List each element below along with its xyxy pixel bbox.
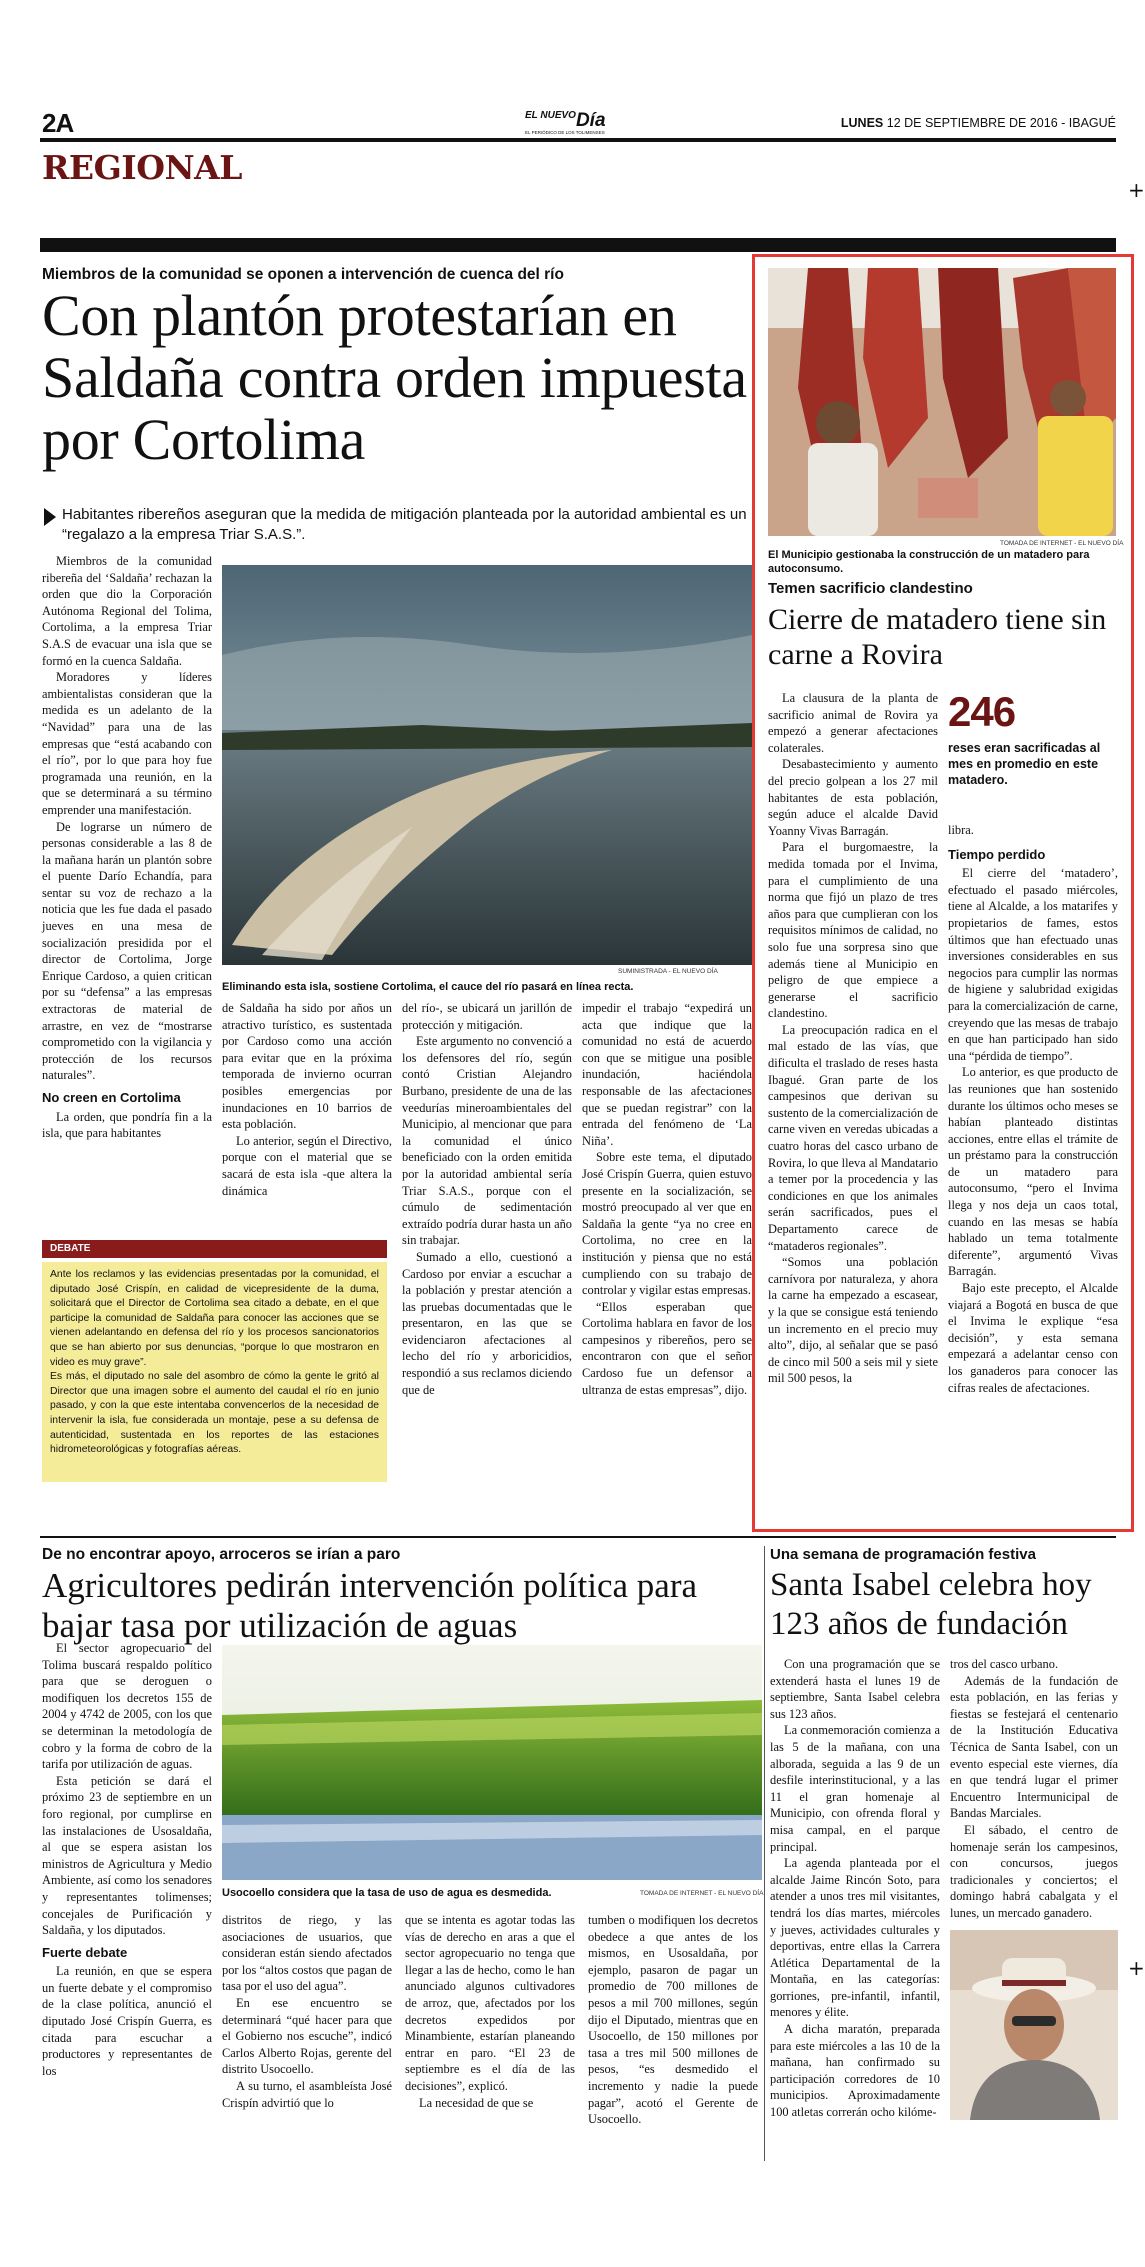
matadero-col-1 xyxy=(768,690,938,1387)
masthead-logo xyxy=(525,110,665,136)
arroceros-photo-caption: Usocoello considera que la tasa de uso de agua es desmedida. xyxy=(222,1887,552,1899)
paragraph: La clausura de la planta de sacrificio animal de Rovira ya empezó a generar afectaciones colaterales. xyxy=(768,691,938,755)
debate-paragraphs xyxy=(50,1268,379,1458)
paragraph: Lo anterior, según el Directivo, porque con el material que se sacará de esta isla -que altera la dinámica xyxy=(222,1133,392,1198)
lead-col-4 xyxy=(582,1000,752,1398)
mayor-portrait-photo xyxy=(950,1930,1118,2120)
crop-mark-icon: + xyxy=(1128,178,1145,202)
matadero-col2-subhead: Tiempo perdido xyxy=(948,846,1046,862)
arroceros-photo xyxy=(222,1645,762,1880)
masthead-rule xyxy=(40,138,1116,142)
matadero-col-2 xyxy=(948,822,1118,1396)
matadero-col1-paragraphs xyxy=(768,690,938,1387)
masthead xyxy=(40,108,1116,140)
column-divider xyxy=(764,1546,765,2161)
arroceros-col4-paragraphs xyxy=(588,1912,758,2128)
santa-isabel-col-1 xyxy=(770,1656,940,2121)
crop-mark-icon: + xyxy=(1128,1956,1145,1980)
section-title: REGIONAL xyxy=(42,148,242,187)
debate-label: DEBATE xyxy=(42,1240,387,1258)
paragraph: Es más, el diputado no sale del asombro de cómo la gente le gritó al Director que una imagen sobre el aumento del caudal el río en junio pasado, y con la que este intentaba convencerlos de la necesidad de intervenir la isla, fue considerada un montaje, pese a su defensa de autenticidad, sustentada en los reportes de las estaciones hidrometeorológicas y fotografías aéreas. xyxy=(50,1371,379,1456)
arroceros-col-2 xyxy=(222,1912,392,2111)
matadero-photo-caption: El Municipio gestionaba la construcción de un matadero para autoconsumo. xyxy=(768,549,1090,575)
matadero-photo-credit: TOMADA DE INTERNET - EL NUEVO DÍA xyxy=(1000,540,1124,547)
paragraph: Para el burgomaestre, la medida tomada por el Invima, para el cumplimiento de una norma que fijó un plazo de tres años para que cumplieran con los requisitos mínimos de calidad, no solo fue una sorpresa sino que además tiene al Municipio en peligro de que empiece a generarse el sacrificio clandestino. xyxy=(768,840,938,1021)
lead-col1-paragraphs xyxy=(42,553,212,1084)
lead-photo-river xyxy=(222,565,752,965)
paragraph: Además de la fundación de esta población, en las ferias y fiestas se festejará el centenario de la Institución Educativa Técnica de Santa Isabel, con un evento especial este viernes, día en que tendrá lugar el primer Encuentro Intermunicipal de Bandas Marciales. xyxy=(950,1673,1118,1821)
paragraph: “Somos una población carnívora por naturaleza, y ahora la carne ha empezado a escasear, y la que se consigue está teniendo un incremento en el precio muy alto”, dijo, al señalar que se pasó de cinco mil 500 a seis mil y siete mil 500 pesos, la xyxy=(768,1255,938,1386)
paragraph: Desabastecimiento y aumento del precio golpean a los 27 mil habitantes de esta población, según aduce el alcalde David Yoanny Vivas Barragán. xyxy=(768,757,938,838)
paragraph: En ese encuentro se determinará “qué hacer para que el Gobierno nos escuche”, indicó Carlos Alberto Rojas, gerente del distrito Usocoello. xyxy=(222,1995,392,2077)
slaughterhouse-photo xyxy=(768,268,1116,536)
paragraph: distritos de riego, y las asociaciones de usuarios, que consideran están siendo afectados por los “altos costos que pagan de tasa por el uso del agua”. xyxy=(222,1913,392,1994)
santa-isabel-col2-paragraphs xyxy=(950,1656,1118,1922)
matadero-kicker: Temen sacrificio clandestino xyxy=(768,580,973,597)
santa-isabel-col1-paragraphs xyxy=(770,1656,940,2121)
arroceros-col1-paragraphs xyxy=(42,1640,212,1939)
paragraph: Miembros de la comunidad ribereña del ‘Saldaña’ rechazan la orden que dio la Corporación Autónoma Regional del Tolima, Cortolima, a la empresa Triar S.A.S de evacuar una isla que se formó en la cuenca Saldaña. xyxy=(42,554,212,668)
paragraph: Lo anterior, es que producto de las reuniones que han sostenido durante los últimos ocho meses se habían planteado distintas acciones, entre ellas el trámite de un préstamo para la construcción de un matadero para autoconsumo, “pero el Invima llega y nos deja un caos total, cuando en las mesas se había hablado un tema totalmente diferente”, argumentó Vivas Barragán. xyxy=(948,1065,1118,1279)
top-heavy-rule xyxy=(40,238,1116,252)
paragraph: que se intenta es agotar todas las vías de derecho en aras a que el sector agropecuario no tenga que llegar a las de hecho, como le han anunciado algunos cultivadores de arroz, que, afectados por los decretos expedidos por Minambiente, estarían planeando entrar en paro. “El 23 de septiembre es el día de las decisiones”, explicó. xyxy=(405,1913,575,2093)
issue-day: LUNES xyxy=(840,116,884,130)
matadero-stat-text: reses eran sacrificadas al mes en promedio en este matadero. xyxy=(948,741,1101,787)
debate-content xyxy=(42,1262,387,1482)
lead-col-1 xyxy=(42,553,212,1142)
lead-col4-paragraphs xyxy=(582,1000,752,1398)
paragraph: “Ellos esperaban que Cortolima hablara en favor de los campesinos y ribereños, pero se encontraron con que el señor Cardoso fue un defensor a ultranza de estas empresas”, dijo. xyxy=(582,1299,752,1397)
paragraph: La necesidad de que se xyxy=(419,2095,534,2110)
issue-date-rest: 12 DE SEPTIEMBRE DE 2016 - IBAGUÉ xyxy=(886,116,1116,130)
matadero-headline: Cierre de matadero tiene sin carne a Rovira xyxy=(768,603,1107,671)
paragraph: tros del casco urbano. xyxy=(950,1657,1059,1671)
arroceros-photo-credit: TOMADA DE INTERNET - EL NUEVO DÍA xyxy=(640,1890,764,1897)
lead-col1-subhead: No creen en Cortolima xyxy=(42,1090,181,1105)
paragraph: Bajo este precepto, el Alcalde viajará a Bogotá en busca de que el Invima le explique “esa decisión”, y esta semana empezará a adelantar censo con los ganaderos para conocer las cifras reales de afectaciones. xyxy=(948,1281,1118,1395)
arroceros-headline: Agricultores pedirán intervención política para bajar tasa por utilización de aguas xyxy=(42,1566,698,1645)
matadero-photo xyxy=(768,268,1116,536)
lead-headline: Con plantón protestarían en Saldaña contra orden impuesta por Cortolima xyxy=(42,283,747,472)
paragraph: de Saldaña ha sido por años un atractivo turístico, es sustentada por Cardoso como una acción para evitar que en la próxima temporada de invierno ocurran posibles emergencias por inundaciones en 10 barrios de esta población. xyxy=(222,1001,392,1132)
bottom-section-rule xyxy=(40,1536,1116,1538)
logo-main: Día xyxy=(575,110,606,131)
arroceros-col3-paragraphs xyxy=(405,1912,575,2111)
rice-field-photo xyxy=(222,1645,762,1880)
lead-col3-paragraphs xyxy=(402,1000,572,1398)
logo-prefix: EL NUEVO xyxy=(525,110,576,121)
lead-col-2 xyxy=(222,1000,392,1199)
lead-deck-marker-icon xyxy=(44,508,56,526)
matadero-stat-number: 246 xyxy=(948,688,1016,735)
paragraph: El cierre del ‘matadero’, efectuado el pasado miércoles, tiene al Alcalde, a los matarifes y propietarios de fames, estos últimos que han efectuado unas inversiones considerables en sus negocios para cumplir las normas de higiene y salubridad exigidas para la comercialización de carne, creyendo que las mesas de trabajo en que han participado han sido una “pérdida de tiempo”. xyxy=(948,866,1118,1063)
issue-date xyxy=(841,116,1116,130)
paragraph: del río-, se ubicará un jarillón de protección y mitigación. xyxy=(402,1001,572,1032)
river-island-photo xyxy=(222,565,752,965)
paragraph: Sumado a ello, cuestionó a Cardoso por enviar a escuchar a la población y prestar atención a las pruebas documentadas que le presentaron, en las que se evidenciaron afectaciones al lecho del río y arboricidios, respondió a sus reclamos diciendo que de xyxy=(402,1249,572,1397)
logo-tagline: EL PERIÓDICO DE LOS TOLIMENSES xyxy=(525,130,605,135)
paragraph: A su turno, el asambleísta José Crispín advirtió que lo xyxy=(222,2078,392,2110)
paragraph: De lograrse un número de personas considerable a las 8 de la mañana harán un plantón sobre el puente Darío Echandía, para sentar su voz de rechazo a la noticia que les fue dada el pasado jueves en una mesa de socialización presidida por el director de Cortolima, Jorge Enrique Cardoso, a quien critican por su “defensa” a las empresas extractoras de material de arrastre, en vez de “mostrarse comprometido con la vigilancia y protección de los recursos naturales”. xyxy=(42,819,212,1083)
lead-kicker: Miembros de la comunidad se oponen a intervención de cuenca del río xyxy=(42,266,564,283)
paragraph: La agenda planteada por el alcalde Jaime Rincón Soto, para atender a unos tres mil visitantes, tendrá los días martes, miércoles y jueves, actividades culturales y deportivas, entre ellas la Carrera Atlética Departamental de la Montaña, en las categorías: gorriones, pre-infantil, infantil, menores y élite. xyxy=(770,1856,940,2020)
santa-isabel-col-2 xyxy=(950,1656,1118,1922)
matadero-col2-top: libra. xyxy=(948,823,974,837)
paragraph: El sector agropecuario del Tolima buscará respaldo político para que se deroguen o modifiquen los decretos 155 de 2004 y 4742 de 2005, con los que se determinan la metodología de cobro y la forma de cobro de la tarifa por utilización de aguas. xyxy=(42,1641,212,1772)
arroceros-kicker: De no encontrar apoyo, arroceros se irían a paro xyxy=(42,1546,401,1563)
paragraph: A dicha maratón, preparada para este miércoles a las 10 de la mañana, han confirmado su participación corredores de 10 municipios. Aproximadamente 100 atletas correrán ocho kilóme- xyxy=(770,2022,940,2120)
paragraph: Este argumento no convenció a los defensores del río, según contó Cristian Alejandro Burbano, presidente de una de las veedurías mineroambientales del Municipio, al mencionar que para la comunidad el único beneficiado con la orden emitida por la autoridad ambiental sería Triar S.A.S., porque con el cúmulo de sedimentación extraído podría durar hasta un año sin trabajar. xyxy=(402,1034,572,1248)
paragraph: Moradores y líderes ambientalistas consideran que la medida es un adelanto de la “Navidad” para una de las empresas que “está acabando con el río”, por lo que para hoy fue programada una reunión, en la que se determinará a su término emprender una manifestación. xyxy=(42,670,212,817)
paragraph: tumben o modifiquen los decretos obedece a que antes de los mismos, en Usosaldaña, por ejemplo, pasaron de pagar un promedio de 700 millones de pesos a mil 700 millones, según dijo el Diputado, mientras que en Usocoello, de 150 millones por tasa a tres mil 500 millones de pesos, “es desmedido el incremento y nadie la puede pagar”, acotó el Gerente de Usocoello. xyxy=(588,1913,758,2127)
paragraph: Con una programación que se extenderá hasta el lunes 19 de septiembre, Santa Isabel celebra sus 123 años. xyxy=(770,1657,940,1721)
paragraph: El sábado, el centro de homenaje serán los campesinos, con concursos, juegos tradicionales y conciertos; el domingo habrá cabalgata y el lunes, un mercado ganadero. xyxy=(950,1822,1118,1920)
arroceros-col1-subhead: Fuerte debate xyxy=(42,1944,128,1960)
lead-col-3 xyxy=(402,1000,572,1398)
arroceros-col1-after: La reunión, en que se espera un fuerte debate y el compromiso de la clase política, anunció el diputado José Crispín Guerra, es citada para escuchar a productores y representantes de los xyxy=(42,1964,212,2078)
paragraph: La conmemoración comienza a las 5 de la mañana, con una alborada, seguida a las 9 de un desfile interinstitucional, y a las 11 el gran homenaje al Municipio, con ofrenda floral y misa campal, en el parque principal. xyxy=(770,1723,940,1854)
santa-isabel-kicker: Una semana de programación festiva xyxy=(770,1546,1036,1563)
lead-deck: Habitantes ribereños aseguran que la medida de mitigación planteada por la autoridad ambiental es un “regalazo a la empresa Triar S.A.S.”. xyxy=(62,506,747,543)
arroceros-col2-paragraphs xyxy=(222,1912,392,2111)
lead-col2-paragraphs xyxy=(222,1000,392,1199)
arroceros-col-3 xyxy=(405,1912,575,2111)
santa-isabel-photo xyxy=(950,1930,1118,2120)
paragraph: Ante los reclamos y las evidencias presentadas por la comunidad, el diputado José Crispín, en calidad de vicepresidente de la duma, solicitará que el Director de Cortolima sea citado a debate, en el que participe la comunidad de Saldaña para conocer las acciones que se vienen adelantando en defensa del río y los procesos sancionatorios que se han abierto por sus denuncias, “porque lo que mostraron en video es muy grave”. xyxy=(50,1269,379,1368)
arroceros-col-1 xyxy=(42,1640,212,2079)
paragraph: La preocupación radica en el mal estado de las vías, que dificulta el traslado de reses hasta Ibagué. Gran parte de los campesinos que derivan su sustento de la comercialización de carne viven en veredas ubicadas a cuatro horas del casco urbano de Rovira, lo que lleva al Mandatario a temer por la procedencia y las condiciones en que los animales serán sacrificados, pues el Departamento carece de “mataderos regionales”. xyxy=(768,1022,938,1253)
lead-col1-after: La orden, que pondría fin a la isla, que para habitantes xyxy=(42,1109,212,1141)
page-number: 2A xyxy=(42,108,74,138)
paragraph: Sobre este tema, el diputado José Crispín Guerra, quien estuvo presente en la socialización, se mostró preocupado al ver que en Saldaña la gente “ya no cree en Cortolima, no cree en la institución y piensa que no está cumpliendo con su trabajo de controlar y vigilar estas empresas. xyxy=(582,1150,752,1298)
lead-photo-credit: SUMINISTRADA - EL NUEVO DÍA xyxy=(618,968,718,975)
arroceros-col-4 xyxy=(588,1912,758,2128)
santa-isabel-headline: Santa Isabel celebra hoy 123 años de fundación xyxy=(770,1567,1092,1642)
paragraph: impedir el trabajo “expedirá un acta que indique que la comunidad no está de acuerdo con que se mitigue una posible inundación, haciéndola responsable de las afectaciones que se puedan registrar” con la entrada del fenómeno de ‘La Niña’. xyxy=(582,1001,752,1148)
paragraph: Esta petición se dará el próximo 23 de septiembre en un foro regional, por cumplirse en las instalaciones de Usosaldaña, al que se espera asistan los ministros de Agricultura y Medio Ambiente, así como los senadores y representantes tolimenses; concejales de Purificación y Saldaña, y los diputados. xyxy=(42,1773,212,1938)
matadero-col2-paragraphs xyxy=(948,865,1118,1396)
lead-photo-caption: Eliminando esta isla, sostiene Cortolima, el cauce del río pasará en línea recta. xyxy=(222,981,634,993)
